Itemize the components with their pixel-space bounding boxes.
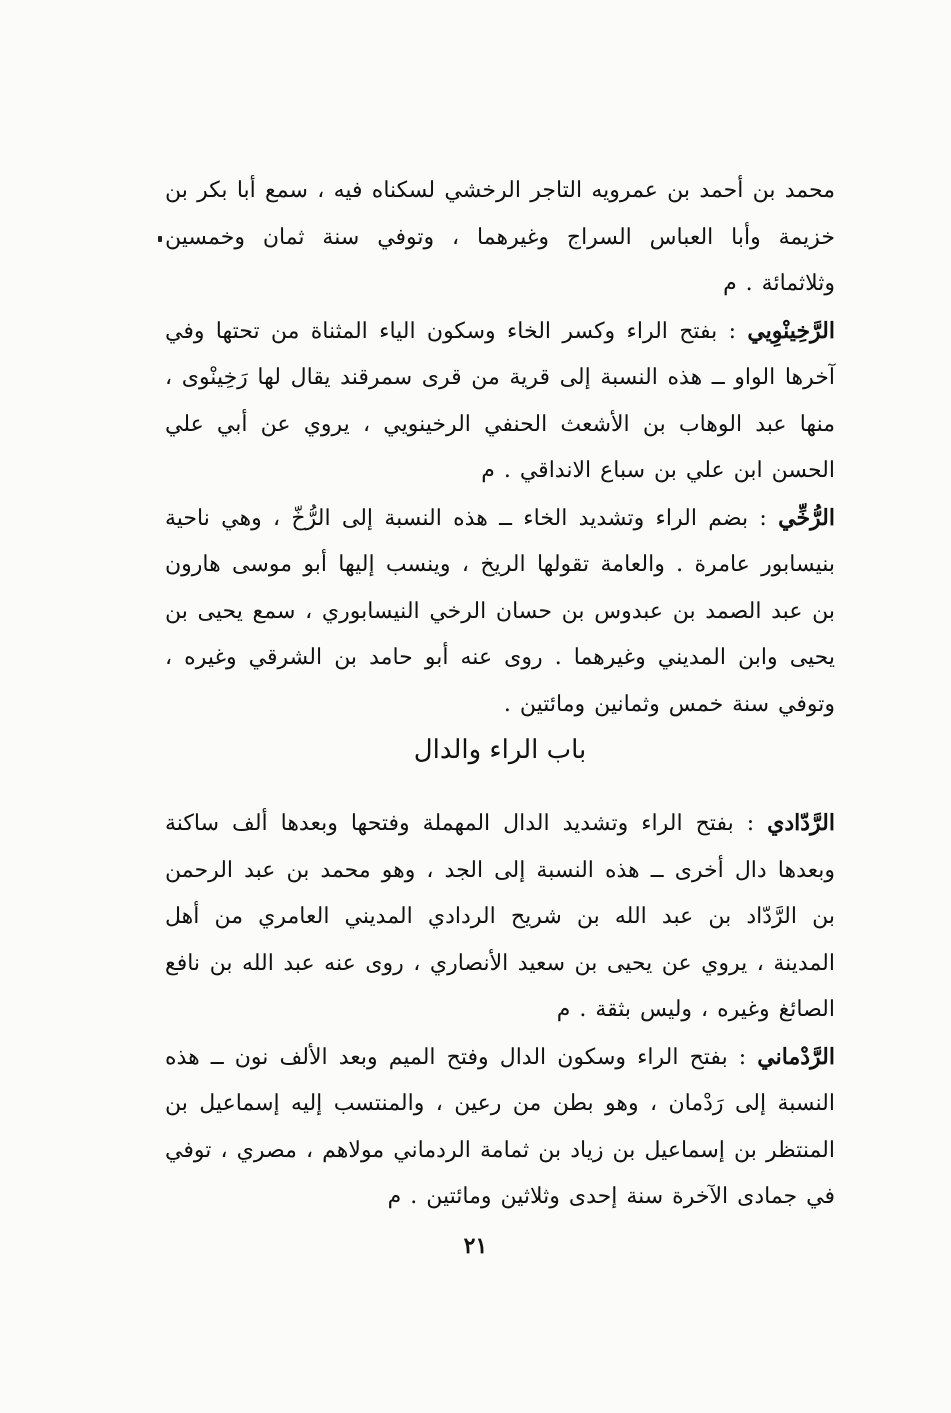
entry-heading: الرَّدّادي	[767, 810, 835, 836]
entry-heading: الرَّدْماني	[757, 1043, 835, 1070]
section-title: باب الراء والدال	[413, 735, 587, 765]
text-block-top	[165, 168, 835, 728]
entry-al-rakhinawi	[165, 308, 835, 495]
page-number: ٢١	[463, 1233, 488, 1259]
entry-heading: الرَّخِينْوِيي	[747, 317, 835, 344]
text-block-bottom	[165, 800, 835, 1221]
paragraph-text: محمد بن أحمد بن عمرويه التاجر الرخشي لسكناه فيه ، سمع أبا بكر بن خزيمة وأبا العباس السراج وغيرهما ، وتوفي سنة ثمان وخمسين وثلاثمائة . م	[165, 178, 835, 296]
entry-text: : بضم الراء وتشديد الخاء ــ هذه النسبة إلى الرُّخّ ، وهي ناحية بنيسابور عامرة . والعامة تقولها الريخ ، وينسب إليها أبو موسى هارون بن عبد الصمد بن عبدوس بن حسان الرخي النيسابوري ، سمع يحيى بن يحيى وابن المديني وغيرهما . روى عنه أبو حامد بن الشرقي وغيره ، وتوفي سنة خمس وثمانين ومائتين .	[165, 505, 835, 717]
entry-text: : بفتح الراء وسكون الدال وفتح الميم وبعد الألف نون ــ هذه النسبة إلى رَدْمان ، وهو بطن من رعين ، والمنتسب إليه إسماعيل بن المنتظر بن إسماعيل بن زياد بن ثمامة الردماني مولاهم ، مصري ، توفي في جمادى الآخرة سنة إحدى وثلاثين ومائتين . م	[165, 1044, 835, 1209]
entry-text: : بفتح الراء وكسر الخاء وسكون الياء المثناة من تحتها وفي آخرها الواو ــ هذه النسبة إلى قرية من قرى سمرقند يقال لها رَخِينْوى ، منها عبد الوهاب بن الأشعث الحنفي الرخينويي ، يروي عن أبي علي الحسن ابن علي بن سباع الانداقي . م	[165, 318, 835, 483]
entry-heading: الرُّخِّي	[778, 504, 835, 531]
ink-speck	[158, 236, 162, 242]
entry-text: : بفتح الراء وتشديد الدال المهملة وفتحها وبعدها ألف ساكنة وبعدها دال أخرى ــ هذه النسبة إلى الجد ، وهو محمد بن عبد الرحمن بن الرَّدّاد بن عبد الله بن شريح الردادي المديني العامري من أهل المدينة ، يروي عن يحيى بن سعيد الأنصاري ، روى عنه عبد الله بن نافع الصائغ وغيره ، وليس بثقة . م	[165, 811, 836, 1022]
entry-al-radmani	[165, 1034, 835, 1221]
entry-al-raddadi	[165, 800, 835, 1034]
paragraph-continuation	[165, 168, 835, 308]
entry-al-rukhkhi	[165, 495, 835, 729]
